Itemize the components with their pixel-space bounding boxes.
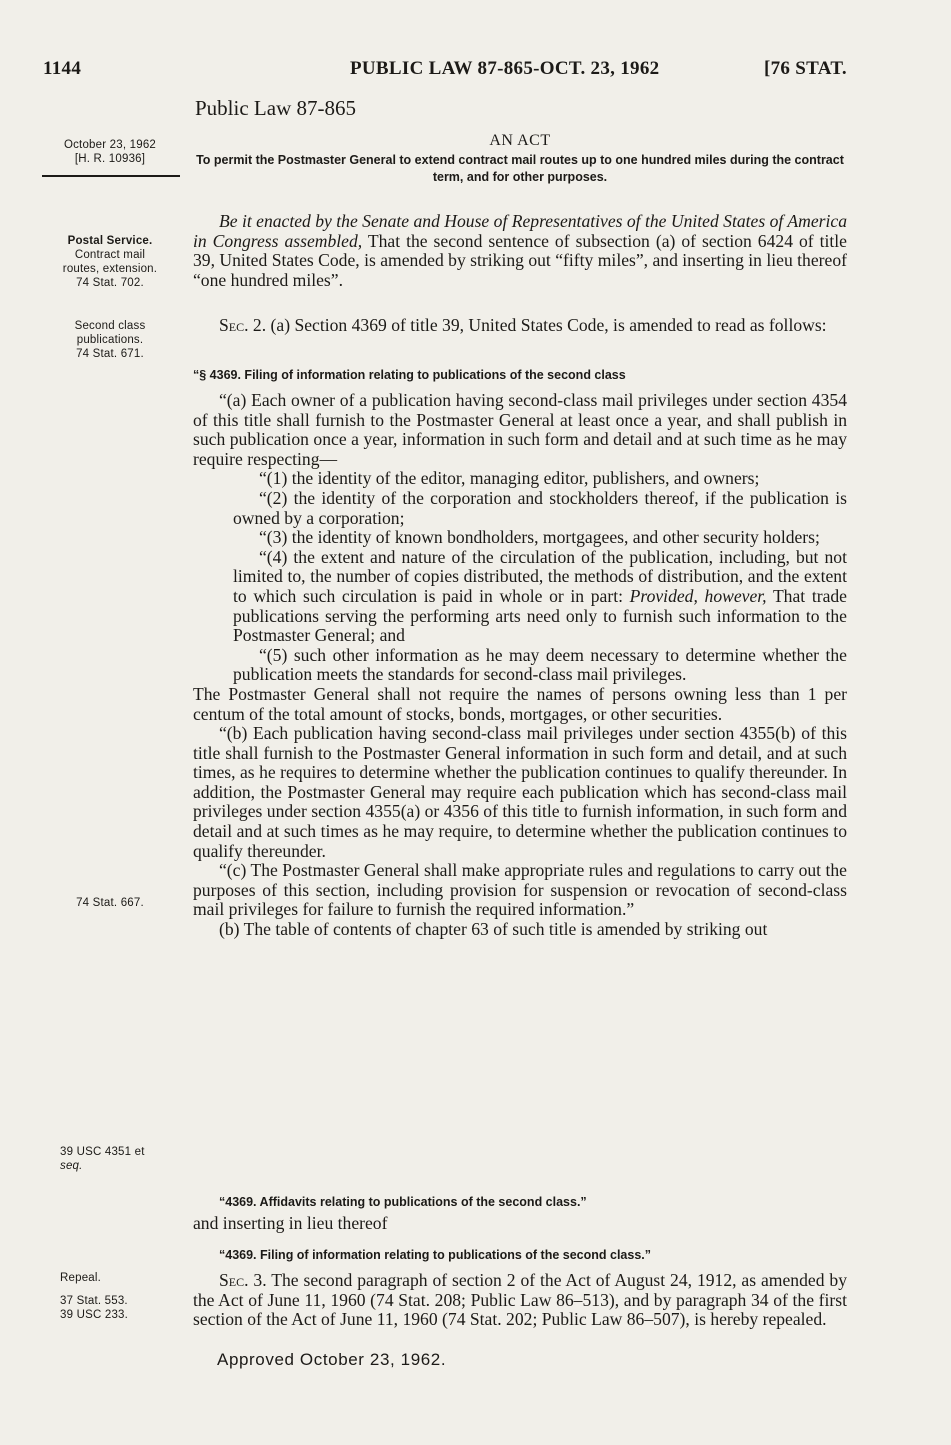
- section-2a: [193, 316, 847, 336]
- sidenote-39-usc: 39 USC 4351 et seq.: [60, 1146, 145, 1172]
- paragraph-b: “(b) Each publication having second-class mail privileges under section 4355(b) of this title shall furnish to the Postmaster General information in such form and detail, and at such times, as he requires to determine whether the publication continues to qualify thereunder. In addition, the Postmaster General may require each publication which has second-class mail privileges under section 4355(a) or 4356 of this title to furnish information, in such form and detail and at such times as he may require, to determine whether the publication continues to qualify thereunder.: [193, 723, 847, 861]
- enacting-clause-italic: Be it enacted by the Senate and House of Representatives of the United States of America in Congress assembled,: [193, 211, 847, 251]
- sec-2-text: (a) Section 4369 of title 39, United States Code, is amended to read as follows:: [270, 315, 827, 335]
- sidenote-second-class: Second class publications. 74 Stat. 671.: [74, 320, 146, 360]
- sidenote-date: October 23, 1962 [H. R. 10936]: [63, 139, 157, 165]
- item-5: “(5) such other information as he may deem necessary to determine whether the publication meets the standards for second-class mail privileges.: [233, 644, 847, 685]
- sec-3-text: The second paragraph of section 2 of the Act of August 24, 1912, as amended by the Act of June 11, 1960 (74 Stat. 208; Public Law 86–513), and by paragraph 34 of the first section of the Act of June 11, 1960 (74 Stat. 202; Public Law 86–507), is hereby repealed.: [193, 1270, 847, 1330]
- sidenote-rule: [42, 175, 180, 177]
- postmaster-sentence: The Postmaster General shall not require the names of persons owning less than 1 per centum of the total amount of stocks, bonds, mortgages, or other securities.: [193, 683, 847, 724]
- toc-new-entry: “4369. Filing of information relating to publications of the second class.”: [219, 1248, 652, 1262]
- insert-text: and inserting in lieu thereof: [193, 1213, 388, 1233]
- paragraph-a: “(a) Each owner of a publication having second-class mail privileges under section 4354 of this title shall furnish to the Postmaster General at least once a year, and shall publish in such publication once a year, information in such form and detail and at such time as he may require respecting—: [193, 390, 847, 469]
- sidenote-postal-service: Postal Service. Contract mail routes, extension. 74 Stat. 702.: [62, 235, 158, 289]
- running-title: PUBLIC LAW 87-865-OCT. 23, 1962: [350, 58, 660, 79]
- item-2: “(2) the identity of the corporation and stockholders thereof, if the publication is owned by a corporation;: [233, 487, 847, 528]
- sidenote-74-stat-667: 74 Stat. 667.: [76, 897, 144, 909]
- page-number: 1144: [43, 58, 82, 79]
- item-3: “(3) the identity of known bondholders, mortgagees, and other security holders;: [259, 527, 820, 548]
- enacting-clause-body: That the second sentence of subsection (a) of section 6424 of title 39, United States Code, is amended by striking out “fifty miles”, and inserting in lieu thereof “one hundred miles”.: [193, 230, 847, 290]
- paragraph-c: “(c) The Postmaster General shall make appropriate rules and regulations to carry out the purposes of this section, including provision for suspension or revocation of second-class mail privileges for failure to furnish the required information.”: [193, 860, 847, 920]
- enacting-clause: [193, 212, 847, 290]
- item-1: “(1) the identity of the editor, managing editor, publishers, and owners;: [259, 468, 760, 489]
- section-2b: (b) The table of contents of chapter 63 of such title is amended by striking out: [219, 919, 768, 940]
- section-4369-heading: “§ 4369. Filing of information relating to publications of the second class: [193, 368, 626, 382]
- public-law-name: Public Law 87-865: [195, 96, 356, 120]
- section-4369-body: [193, 391, 847, 940]
- sidenote-repeal: Repeal. 37 Stat. 553. 39 USC 233.: [60, 1272, 129, 1321]
- item-4: “(4) the extent and nature of the circulation of the publication, including, but not limited to, the number of copies distributed, the methods of distribution, and the extent to which such circulation is paid in whole or in part: Provided, however, That trade publications serving the performing arts need only to furnish such information to the Postmaster General; and: [233, 546, 847, 646]
- section-3: [193, 1271, 847, 1330]
- statute-reference: [76 STAT.: [764, 58, 847, 79]
- proviso-italic: Provided, however,: [629, 585, 767, 606]
- toc-old-entry: “4369. Affidavits relating to publications of the second class.”: [219, 1195, 587, 1209]
- sec-2-label: Sec. 2.: [219, 315, 267, 335]
- sec-3-label: Sec. 3.: [219, 1270, 267, 1290]
- an-act-heading: AN ACT: [489, 132, 551, 149]
- act-purpose: To permit the Postmaster General to extend contract mail routes up to one hundred miles during the contract term, and for other purposes.: [196, 153, 844, 184]
- approval-line: Approved October 23, 1962.: [217, 1350, 447, 1369]
